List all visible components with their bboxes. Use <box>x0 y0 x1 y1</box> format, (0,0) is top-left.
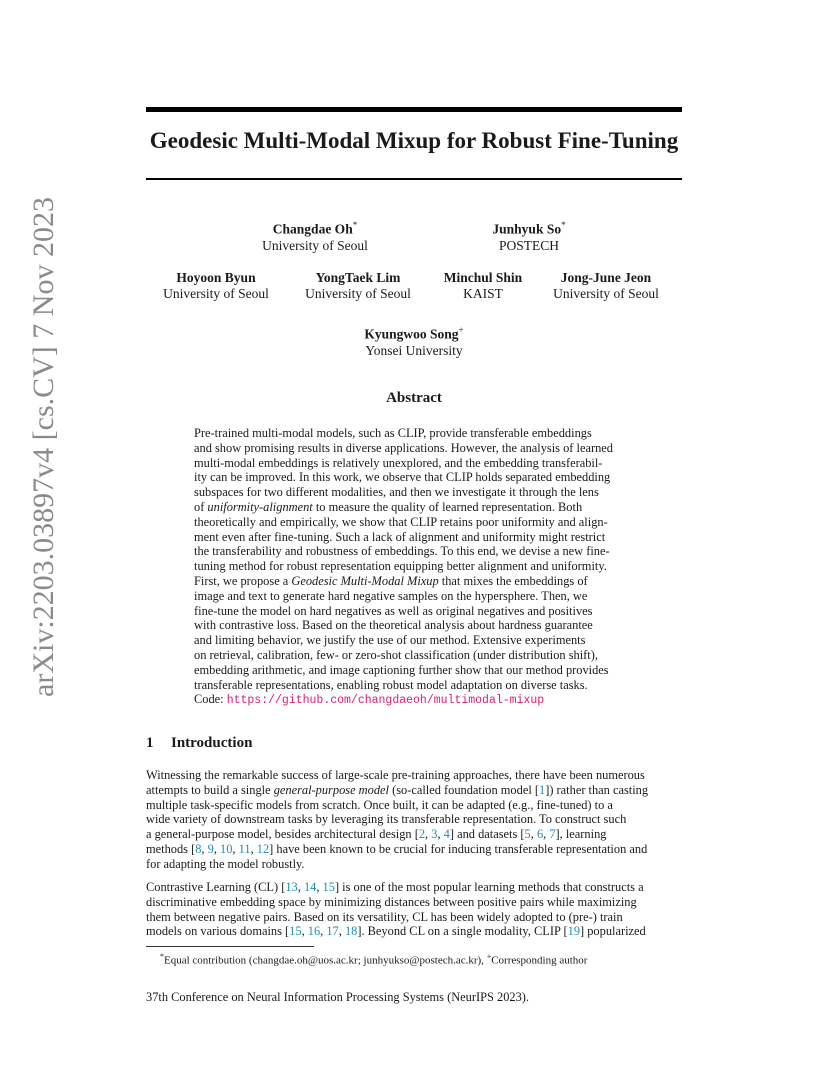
author-block <box>288 270 428 302</box>
author-name: Junhyuk So <box>492 221 562 237</box>
author-name: Changdae Oh <box>272 221 353 237</box>
author-affiliation: POSTECH <box>498 237 559 253</box>
abstract-line: and limiting behavior, we justify the use of our method. Extensive experiments <box>194 633 586 648</box>
citation-link[interactable]: 2 <box>418 827 426 842</box>
author-affiliation: Yonsei University <box>365 342 463 358</box>
abstract-line: the transferability and robustness of embeddings. To this end, we devise a new fine- <box>194 544 610 559</box>
abstract-line: Pre-trained multi-modal models, such as CLIP, provide transferable embeddings <box>194 426 592 440</box>
author-affiliation: University of Seoul <box>305 286 411 301</box>
paragraph-line: Contrastive Learning (CL) [13, 14, 15] is one of the most popular learning methods that constructs a <box>146 880 644 894</box>
abstract-line: theoretically and empirically, we show that CLIP retains poor uniformity and align- <box>194 514 608 529</box>
intro-paragraph-2 <box>146 880 682 939</box>
citation-link[interactable]: 8 <box>195 841 202 856</box>
abstract-code-line: Code: https://github.com/changdaeoh/multimodal-mixup <box>194 692 545 708</box>
paragraph-line: models on various domains [15, 16, 17, 18]. Beyond CL on a single modality, CLIP [19] popularized <box>146 924 646 939</box>
abstract-line: tuning method for robust representation equipping better alignment and uniformity. <box>194 559 607 574</box>
abstract-line: on retrieval, calibration, few- or zero-shot classification (under distribution shift), <box>194 647 598 662</box>
abstract-line: embedding arithmetic, and image captioning further show that our method provides <box>194 662 609 677</box>
citation-link[interactable]: 18 <box>344 924 358 939</box>
paragraph-line: multiple task-specific models from scratch. Once built, it can be adapted (e.g., fine-tuned) to a <box>146 797 613 812</box>
citation-link[interactable]: 7 <box>549 827 556 842</box>
footnote: *Equal contribution (changdae.oh@uos.ac.kr; junhyukso@postech.ac.kr), +Corresponding author <box>160 952 588 967</box>
author-affiliation: University of Seoul <box>553 286 659 301</box>
citation-link[interactable]: 17 <box>326 924 339 939</box>
author-name: YongTaek Lim <box>315 270 401 285</box>
author-block: Kyungwoo Song+ Yonsei University <box>329 322 499 359</box>
paper-title: Geodesic Multi-Modal Mixup for Robust Fine-Tuning <box>149 128 679 153</box>
citation-link[interactable]: 13 <box>285 880 298 894</box>
citation-link[interactable]: 11 <box>238 841 251 856</box>
conference-note: 37th Conference on Neural Information Processing Systems (NeurIPS 2023). <box>146 990 530 1004</box>
abstract-line: and show promising results in diverse applications. However, the analysis of learned <box>194 440 613 455</box>
emphasis: Geodesic Multi-Modal Mixup <box>291 573 439 588</box>
code-link[interactable]: https://github.com/changdaeoh/multimodal-mixup <box>226 694 545 708</box>
section-heading <box>146 735 252 752</box>
abstract-line: ment even after fine-tuning. Such a lack of alignment and uniformity might restrict <box>194 529 606 544</box>
section-title: Introduction <box>171 735 253 751</box>
citation-link[interactable]: 15 <box>322 880 335 894</box>
author-affiliation: University of Seoul <box>262 237 368 253</box>
abstract-body <box>194 426 636 709</box>
citation-link[interactable]: 14 <box>303 880 317 894</box>
citation-link[interactable]: 4 <box>443 827 450 842</box>
citation-link[interactable]: 12 <box>256 841 270 856</box>
emphasis: uniformity-alignment <box>207 499 313 514</box>
citation-link[interactable]: 19 <box>567 924 581 939</box>
author-name: Hoyoon Byun <box>176 270 256 285</box>
abstract-line: fine-tune the model on hard negatives as well as original negatives and positives <box>194 603 593 618</box>
intro-paragraph-1 <box>146 768 682 872</box>
arxiv-identifier-stamp: arXiv:2203.03897v4 [cs.CV] 7 Nov 2023 <box>27 197 60 697</box>
citation-link[interactable]: 5 <box>524 827 531 842</box>
abstract-line: multi-modal embeddings is relatively unexplored, and the embedding transferabil- <box>194 455 603 470</box>
paragraph-line: a general-purpose model, besides architectural design [2, 3, 4] and datasets [5, 6, 7], learning <box>146 827 607 842</box>
citation-link[interactable]: 1 <box>539 782 546 797</box>
citation-link[interactable]: 3 <box>431 827 438 842</box>
abstract-line: subspaces for two different modalities, and then we investigate it through the lens <box>194 485 599 500</box>
author-name: Kyungwoo Song <box>364 326 459 342</box>
citation-link[interactable]: 10 <box>220 841 233 856</box>
abstract-line: with contrastive loss. Based on the theoretical analysis about hardness guarantee <box>194 618 593 633</box>
abstract-line: image and text to generate hard negative samples on the hypersphere. Then, we <box>194 588 588 603</box>
author-affiliation: University of Seoul <box>163 286 269 301</box>
abstract-line: ity can be improved. In this work, we observe that CLIP holds separated embedding <box>194 470 611 485</box>
title-top-rule <box>146 107 682 112</box>
author-block <box>536 270 676 302</box>
paragraph-line: attempts to build a single general-purpose model (so-called foundation model [1]) rather than casting <box>146 782 649 797</box>
citation-link[interactable]: 16 <box>307 924 321 939</box>
paragraph-line: Witnessing the remarkable success of large-scale pre-training approaches, there have been numerous <box>146 768 645 782</box>
author-block: Changdae Oh* University of Seoul <box>230 217 400 254</box>
author-block <box>418 270 548 302</box>
abstract-line: First, we propose a Geodesic Multi-Modal Mixup that mixes the embeddings of <box>194 573 588 588</box>
citation-link[interactable]: 9 <box>207 841 214 856</box>
paragraph-line: discriminative embedding space by minimizing distances between positive pairs while maximizing <box>146 894 637 909</box>
section-number: 1 <box>146 735 154 751</box>
citation-link[interactable]: 6 <box>536 827 544 842</box>
author-name: Jong-June Jeon <box>560 270 652 285</box>
author-name: Minchul Shin <box>443 270 523 285</box>
abstract-heading: Abstract <box>386 390 442 406</box>
footnote-rule <box>146 946 314 947</box>
paragraph-line: wide variety of downstream tasks by leveraging its transferable representation. To construct such <box>146 812 627 827</box>
paragraph-line: them between negative pairs. Based on its versatility, CL has been widely adopted to (pre-) train <box>146 909 623 924</box>
abstract-line: transferable representations, enabling robust model adaptation on diverse tasks. <box>194 677 588 692</box>
author-block: Junhyuk So* POSTECH <box>444 217 614 254</box>
abstract-line: of uniformity-alignment to measure the quality of learned representation. Both <box>194 499 583 514</box>
paragraph-line: for adapting the model robustly. <box>146 856 305 871</box>
author-block <box>146 270 286 302</box>
title-bottom-rule <box>146 178 682 180</box>
citation-link[interactable]: 15 <box>289 924 302 939</box>
author-affiliation: KAIST <box>463 286 503 301</box>
paragraph-line: methods [8, 9, 10, 11, 12] have been known to be crucial for inducing transferable representation and <box>146 841 648 856</box>
